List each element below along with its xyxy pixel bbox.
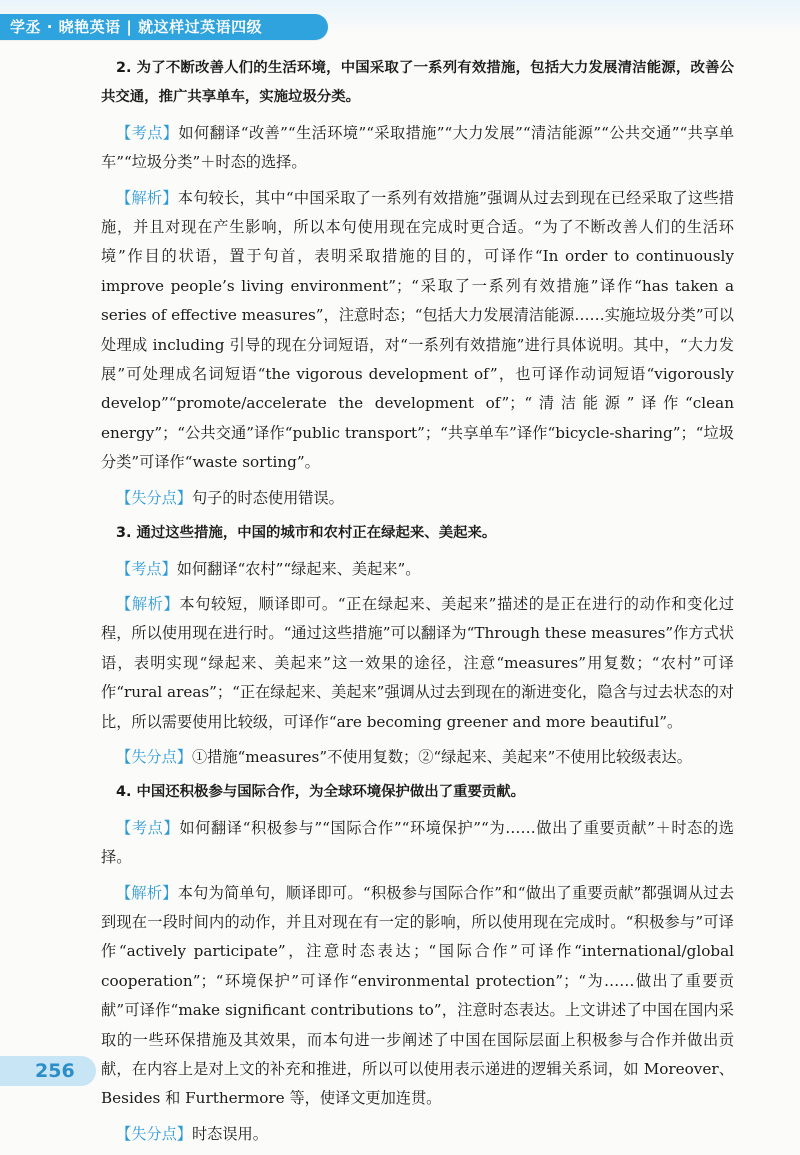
kaodian-text: 如何翻译“农村”“绿起来、美起来”。 xyxy=(176,559,421,578)
shifen-3 xyxy=(101,743,734,772)
shifen-4 xyxy=(101,1120,734,1149)
kaodian-label: 【考点】 xyxy=(116,559,177,578)
jiexi-label: 【解析】 xyxy=(116,883,178,902)
question-3: 3. 通过这些措施，中国的城市和农村正在绿起来、美起来。 xyxy=(116,525,497,542)
running-header xyxy=(0,14,328,40)
page-body xyxy=(101,54,734,1155)
page-number: 256 xyxy=(35,1060,75,1082)
kaodian-2 xyxy=(101,119,734,178)
shifen-label: 【失分点】 xyxy=(116,1124,192,1143)
kaodian-text: 如何翻译“积极参与”“国际合作”“环境保护”“为……做出了重要贡献”＋时态的选择。 xyxy=(101,818,734,867)
shifen-label: 【失分点】 xyxy=(116,747,192,766)
jiexi-2 xyxy=(101,184,734,478)
jiexi-text: 本句较长，其中“中国采取了一系列有效措施”强调从过去到现在已经采取了这些措施，并且对现在产生影响，所以本句使用现在完成时更合适。“为了不断改善人们的生活环境”作目的状语，置于句首，表明采取措施的目的，可译作“In order to continuously improve people’s living environment”；“采取了一系列有效措施”译作“has taken a series of effective measures”，注意时态；“包括大力发展清洁能源……实施垃圾分类”可以处理成 including 引导的现在分词短语，对“一系列有效措施”进行具体说明。其中，“大力发展”可处理成名词短语“the vigorous development of”，也可译作动词短语“vigorously develop”“promote/accelerate the development of”；“清洁能源”译作“clean energy”；“公共交通”译作“public transport”；“共享单车”译作“bicycle-sharing”；“垃圾分类”可译作“waste sorting”。 xyxy=(101,188,734,472)
kaodian-3 xyxy=(101,555,734,584)
shifen-label: 【失分点】 xyxy=(116,488,192,507)
book-title: 学丞 · 晓艳英语 | 就这样过英语四级 xyxy=(10,18,263,36)
shifen-text: 句子的时态使用错误。 xyxy=(191,488,344,507)
question-4: 4. 中国还积极参与国际合作，为全球环境保护做出了重要贡献。 xyxy=(116,784,526,801)
jiexi-3 xyxy=(101,590,734,737)
question-2: 2. 为了不断改善人们的生活环境，中国采取了一系列有效措施，包括大力发展清洁能源，改善公共交通，推广共享单车，实施垃圾分类。 xyxy=(101,60,734,106)
kaodian-label: 【考点】 xyxy=(116,818,180,837)
jiexi-label: 【解析】 xyxy=(116,188,178,207)
jiexi-4 xyxy=(101,879,734,1114)
kaodian-text: 如何翻译“改善”“生活环境”“采取措施”“大力发展”“清洁能源”“公共交通”“共享单车”“垃圾分类”＋时态的选择。 xyxy=(101,123,735,172)
jiexi-text: 本句较短，顺译即可。“正在绿起来、美起来”描述的是正在进行的动作和变化过程，所以使用现在进行时。“通过这些措施”可以翻译为“Through these measures”作方式状语，表明实现“绿起来、美起来”这一效果的途径，注意“measures”用复数；“农村”可译作“rural areas”；“正在绿起来、美起来”强调从过去到现在的渐进变化，隐含与过去状态的对比，所以需要使用比较级，可译作“are becoming greener and more beautiful”。 xyxy=(101,594,735,731)
shifen-text: 时态误用。 xyxy=(191,1124,268,1143)
shifen-text: ①措施“measures”不使用复数；②“绿起来、美起来”不使用比较级表达。 xyxy=(191,747,692,766)
jiexi-label: 【解析】 xyxy=(116,594,180,613)
page-number-tab xyxy=(0,1056,96,1086)
kaodian-label: 【考点】 xyxy=(116,123,179,142)
kaodian-4 xyxy=(101,814,734,873)
jiexi-text: 本句为简单句，顺译即可。“积极参与国际合作”和“做出了重要贡献”都强调从过去到现在一段时间内的动作，并且对现在有一定的影响，所以使用现在完成时。“积极参与”可译作“actively participate”，注意时态表达；“国际合作”可译作“international/global cooperation”；“环境保护”可译作“environmental protection”；“为……做出了重要贡献”可译作“make significant contributions to”，注意时态表达。上文讲述了中国在国内采取的一些环保措施及其效果，而本句进一步阐述了中国在国际层面上积极参与合作并做出贡献，在内容上是对上文的补充和推进，所以可以使用表示递进的逻辑关系词，如 Moreover、Besides 和 Furthermore 等，使译文更加连贯。 xyxy=(101,883,735,1108)
shifen-2 xyxy=(101,484,734,513)
